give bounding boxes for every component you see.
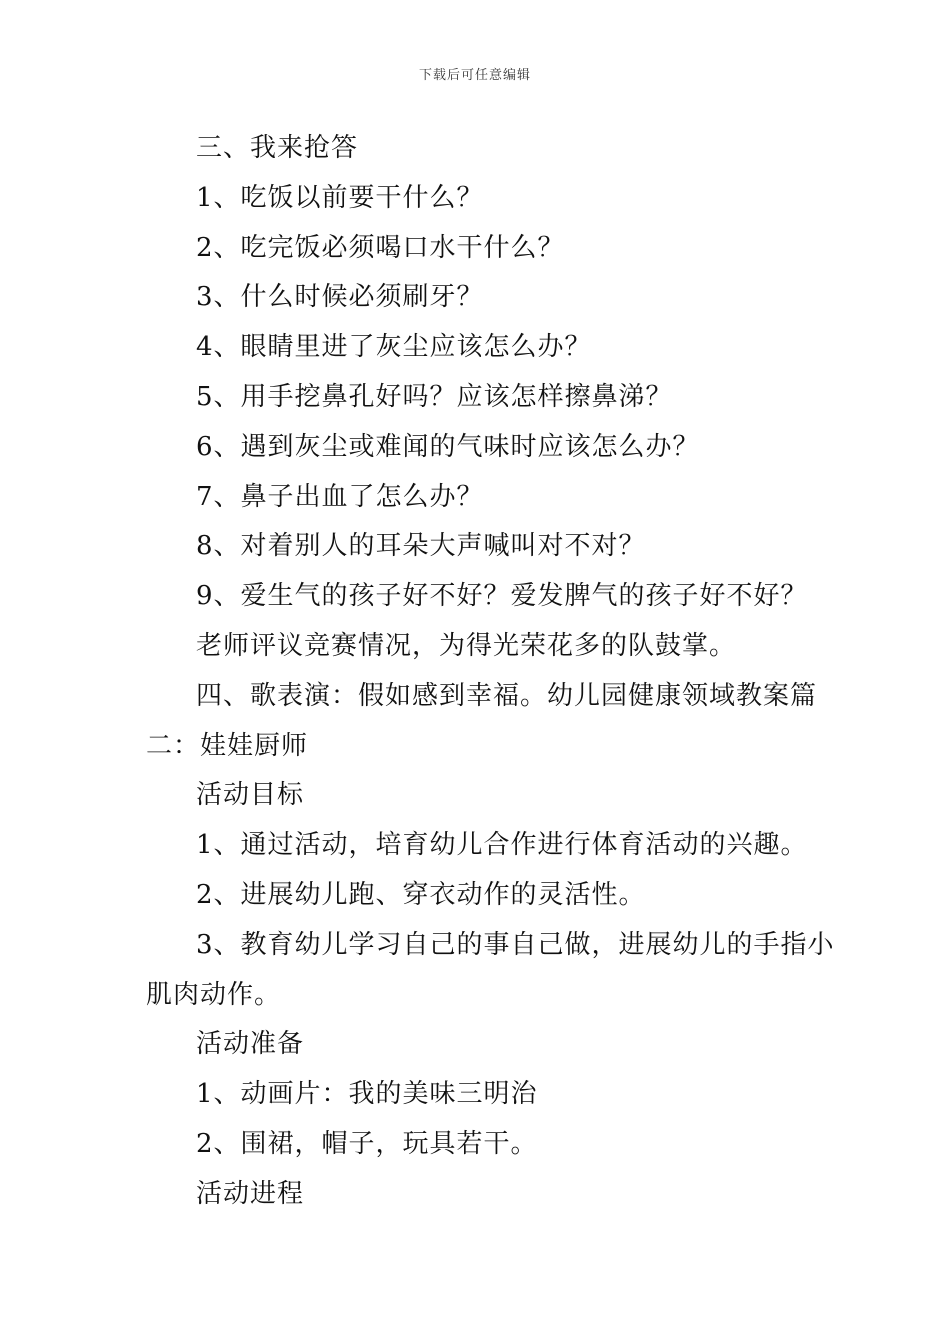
- question-5: 5、用手挖鼻孔好吗？应该怎样擦鼻涕？: [196, 381, 673, 412]
- document-body: [146, 124, 835, 1220]
- goal-2: 2、进展幼儿跑、穿衣动作的灵活性。: [196, 879, 646, 910]
- question-4: 4、眼睛里进了灰尘应该怎么办？: [196, 332, 592, 363]
- goal-3-continued: 肌肉动作。: [146, 979, 282, 1010]
- section-heading-quiz: 三、我来抢答: [196, 133, 359, 163]
- goal-3: 3、教育幼儿学习自己的事自己做，进展幼儿的手指小: [196, 929, 835, 960]
- section-heading-song: 四、歌表演：假如感到幸福。幼儿园健康领域教案篇: [196, 680, 818, 711]
- paragraph-teacher-review: 老师评议竞赛情况，为得光荣花多的队鼓掌。: [196, 630, 737, 661]
- page-header: 下载后可任意编辑: [418, 68, 531, 83]
- preparation-2: 2、围裙，帽子，玩具若干。: [196, 1128, 538, 1159]
- question-1: 1、吃饭以前要干什么？: [196, 182, 484, 213]
- question-8: 8、对着别人的耳朵大声喊叫对不对？: [196, 531, 646, 562]
- section-heading-song-continued: 二：娃娃厨师: [146, 730, 309, 761]
- heading-activity-process: 活动进程: [196, 1178, 305, 1209]
- heading-activity-goals: 活动目标: [196, 780, 305, 811]
- preparation-1: 1、动画片：我的美味三明治: [196, 1079, 538, 1110]
- goal-1: 1、通过活动，培育幼儿合作进行体育活动的兴趣。: [196, 830, 808, 861]
- heading-activity-preparation: 活动准备: [196, 1029, 305, 1060]
- question-9: 9、爱生气的孩子好不好？爱发脾气的孩子好不好？: [196, 581, 808, 612]
- question-3: 3、什么时候必须刷牙？: [196, 282, 484, 313]
- question-6: 6、遇到灰尘或难闻的气味时应该怎么办？: [196, 431, 700, 462]
- question-2: 2、吃完饭必须喝口水干什么？: [196, 232, 565, 263]
- question-7: 7、鼻子出血了怎么办？: [196, 481, 484, 512]
